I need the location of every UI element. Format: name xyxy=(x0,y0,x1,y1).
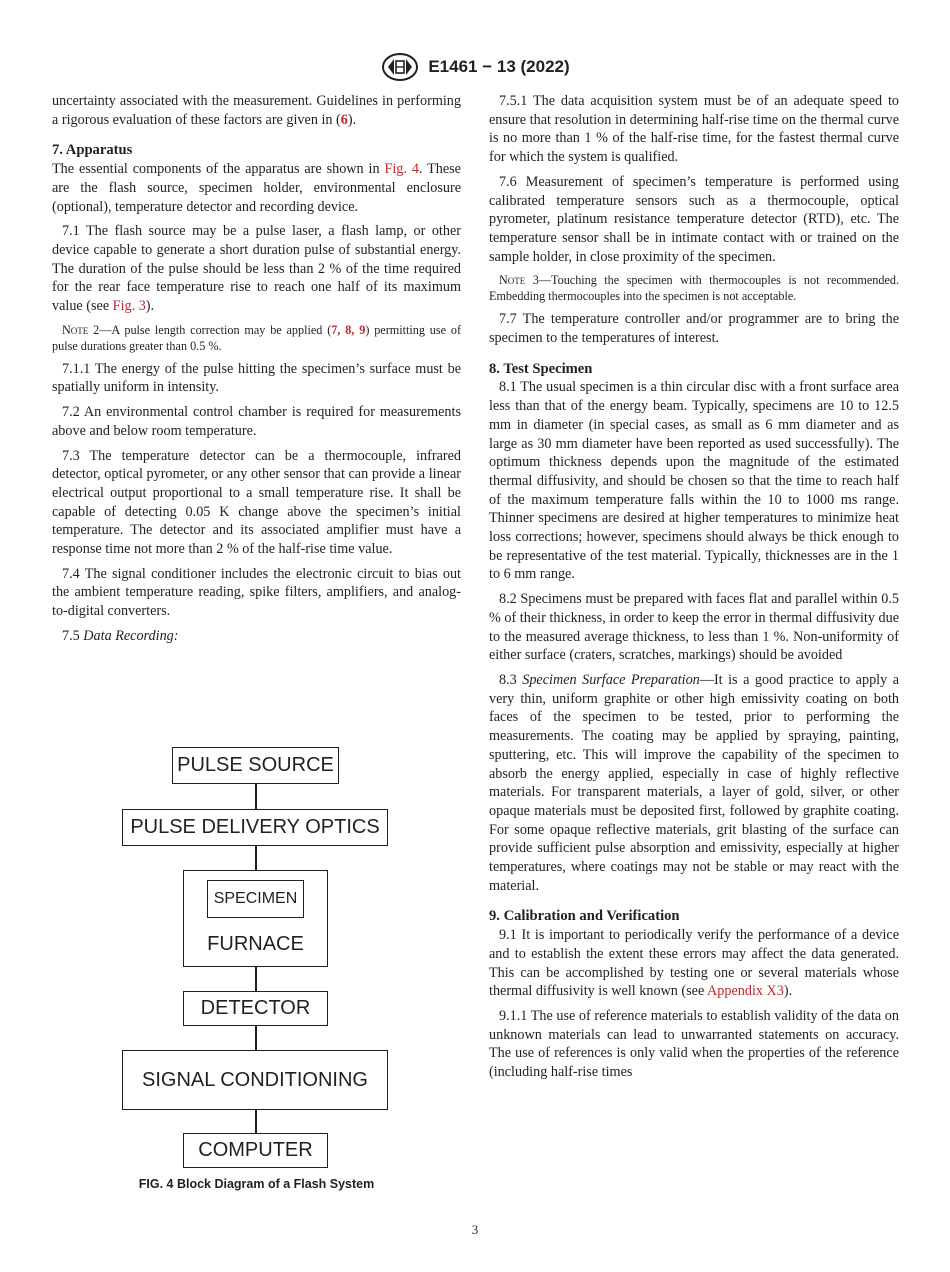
appendix-x3-link[interactable]: Appendix X3 xyxy=(707,983,784,1000)
page-number: 3 xyxy=(471,1222,479,1237)
section-7-heading: 7. Apparatus xyxy=(52,142,133,159)
paragraph-7-1: 7.1 The flash source may be a pulse laser, a flash lamp, or other device capable to generate a short duration pulse of substantial energy. The duration of the pulse should be less than 2 % of the time required for the rear face temperature rise to reach one half of its maximum value (see Fig. 3). xyxy=(52,223,461,315)
paragraph-9-1: 9.1 It is important to periodically verify the performance of a device and to establish the extent these errors may affect the data generated. This can be accomplished by testing one or several materials whose thermal diffusivity is well known (see Appendix X3). xyxy=(489,927,899,1000)
paragraph-7-3: 7.3 The temperature detector can be a thermocouple, infrared detector, optical pyrometer, or any other sensor that can provide a linear electrical output proportional to a small temperature rise. It shall be capable of detecting 0.05 K change above the specimen’s initial temperature. The detector and its associated amplifier must have a response time not more than 2 % of the half-rise time value. xyxy=(52,447,461,558)
figure-caption: FIG. 4 Block Diagram of a Flash System xyxy=(138,1177,375,1191)
page-header xyxy=(0,52,950,86)
detector-box: DETECTOR xyxy=(183,991,328,1026)
paragraph-8-2: 8.2 Specimens must be prepared with faces flat and parallel within 0.5 % of their thickness, in order to keep the error in thermal diffusivity due to the measured average thickness, to less than 1 %. Non-uniformity of either surface (craters, scratches, markings) should be avoided xyxy=(489,591,899,664)
computer-box: COMPUTER xyxy=(183,1133,328,1168)
astm-logo-icon xyxy=(380,52,420,82)
reference-links-7-8-9[interactable]: 7, 8, 9 xyxy=(331,322,366,337)
paragraph-7-2: 7.2 An environmental control chamber is required for measurements above and below room temperature. xyxy=(52,404,461,439)
paragraph-continuation: uncertainty associated with the measurement. Guidelines in performing a rigorous evaluation of these factors are given in (6). xyxy=(52,93,461,128)
section-7-intro: The essential components of the apparatus are shown in Fig. 4. These are the flash source, specimen holder, environmental enclosure (optional), temperature detector and recording device. xyxy=(52,161,461,215)
connector-line xyxy=(255,846,257,870)
section-9-heading: 9. Calibration and Verification xyxy=(489,908,680,925)
fig-4-link[interactable]: Fig. 4 xyxy=(384,161,419,178)
note-3: Note 3—Touching the specimen with thermocouples is not recommended. Embedding thermocouples into the specimen is not acceptable. xyxy=(489,273,899,304)
paragraph-8-3: 8.3 Specimen Surface Preparation—It is a good practice to apply a very thin, uniform graphite or other high emissivity coating on both faces of the specimen to be tested, prior to performing the measurements. The coating may be applied by spraying, painting, sputtering, etc. This will improve the capability of the specimen to absorb the energy applied, especially in case of highly reflective materials. For transparent materials, a layer of gold, silver, or other opaque materials must be deposited first, followed by graphite coating. For some opaque reflective materials, grit blasting of the surface can provide sufficient pulse absorption and emissivity, especially at higher temperatures, where coatings may not be stable or may react with the material. xyxy=(489,671,899,894)
reference-link-6[interactable]: 6 xyxy=(340,111,348,128)
paragraph-7-6: 7.6 Measurement of specimen’s temperature is performed using calibrated temperature sensors such as a thermocouple, optical pyrometer, platinum resistance temperature detector (RTD), etc. The temperature sensor shall be in intimate contact with or trained on the sample holder, in close proximity of the specimen. xyxy=(489,173,899,265)
specimen-box: SPECIMEN xyxy=(207,880,304,918)
pulse-source-box: PULSE SOURCE xyxy=(172,747,339,784)
paragraph-9-1-1: 9.1.1 The use of reference materials to establish validity of the data on unknown materials can lead to unwarranted statements on accuracy. The use of references is only valid when the properties of the reference (including half-rise times xyxy=(489,1007,899,1081)
connector-line xyxy=(255,1110,257,1133)
left-column xyxy=(52,92,461,652)
section-8-heading: 8. Test Specimen xyxy=(489,360,593,377)
figure-4-block-diagram xyxy=(118,745,394,1170)
paragraph-7-1-1: 7.1.1 The energy of the pulse hitting the specimen’s surface must be spatially uniform in intensity. xyxy=(52,360,461,396)
signal-conditioning-box: SIGNAL CONDITIONING xyxy=(122,1050,388,1110)
paragraph-7-5: 7.5 Data Recording: xyxy=(62,627,179,644)
connector-line xyxy=(255,967,257,991)
note-2: Note 2—A pulse length correction may be applied (7, 8, 9) permitting use of pulse durations greater than 0.5 %. xyxy=(52,322,462,353)
paragraph-8-1: 8.1 The usual specimen is a thin circular disc with a front surface area less than that of the energy beam. Typically, specimens are 10 to 12.5 mm in diameter (in special cases, as small as 6 mm diameter and as large as 30 mm diameter have been reported as used successfully). The optimum thickness depends upon the magnitude of the estimated thermal diffusivity, and should be chosen so that the time to reach half of the maximum temperature falls within the 10 to 1000 ms range. Thinner specimens are desired at higher temperatures to minimize heat loss corrections; however, specimens should always be thick enough to be representative of the test material. Typically, thicknesses are in the 1 to 6 mm range. xyxy=(489,379,899,583)
paragraph-7-7: 7.7 The temperature controller and/or programmer are to bring the specimen to the temperatures of interest. xyxy=(489,311,899,347)
standard-designation: E1461 − 13 (2022) xyxy=(428,57,570,76)
paragraph-7-5-1: 7.5.1 The data acquisition system must be of an adequate speed to ensure that resolution in determining half-rise time on the thermal curve is no more than 1 % of the half-rise time, for the fastest thermal curve for which the system is qualified. xyxy=(489,93,899,166)
paragraph-7-4: 7.4 The signal conditioner includes the electronic circuit to bias out the ambient temperature reading, spike filters, amplifiers, and analog-to-digital converters. xyxy=(52,565,461,620)
furnace-label: FURNACE xyxy=(207,933,304,955)
connector-line xyxy=(255,784,257,809)
right-column xyxy=(489,92,899,1088)
connector-line xyxy=(255,1026,257,1050)
fig-3-link[interactable]: Fig. 3 xyxy=(112,298,146,315)
pulse-delivery-optics-box: PULSE DELIVERY OPTICS xyxy=(122,809,388,846)
